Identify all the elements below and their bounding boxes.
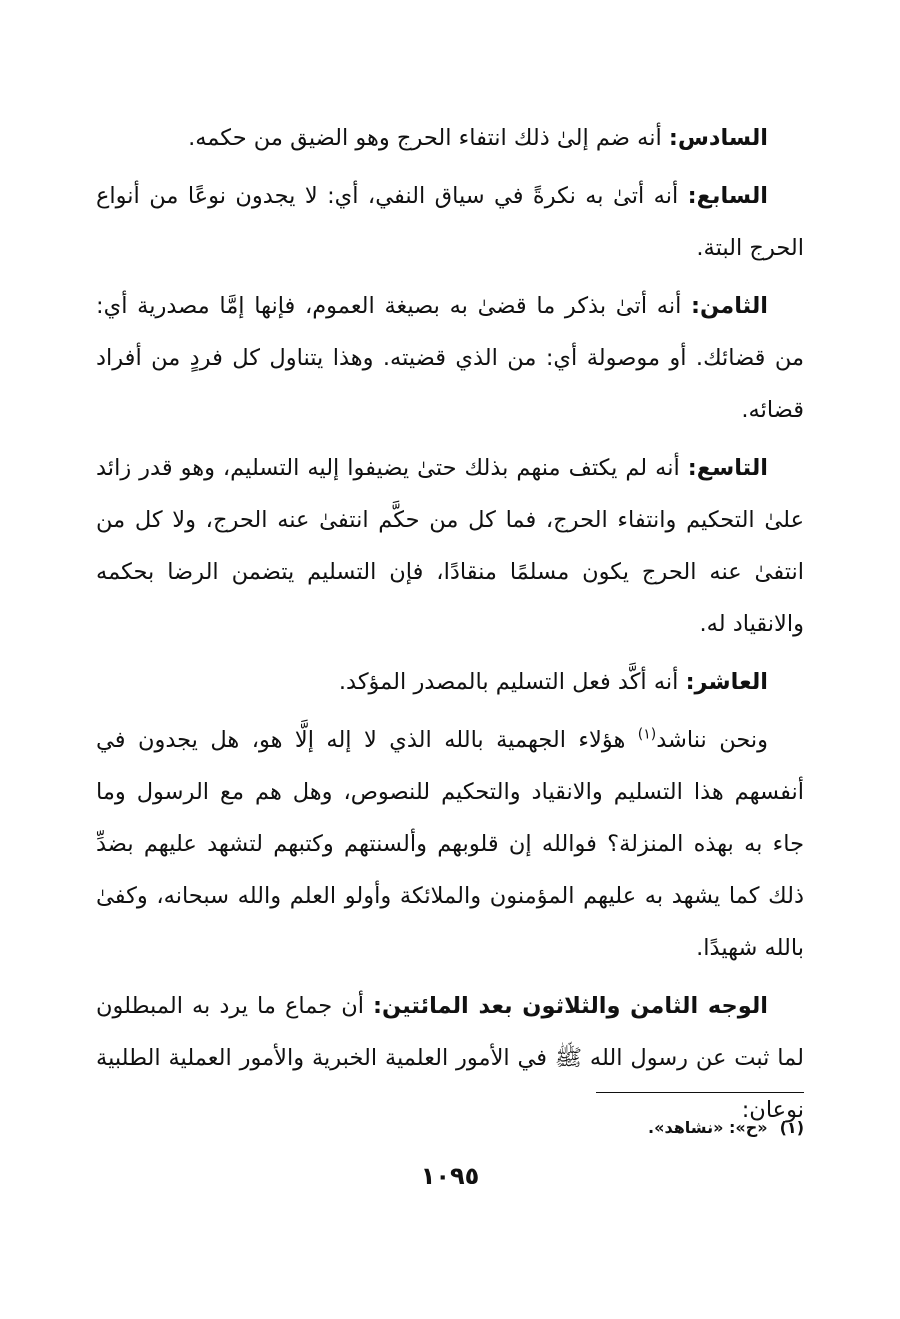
paragraph-text: أنه أتىٰ به نكرةً في سياق النفي، أي: لا يجدون نوعًا من أنواع الحرج البتة.: [96, 183, 804, 261]
paragraph-lead: السادس:: [668, 125, 768, 151]
paragraph-lead: العاشر:: [685, 669, 768, 695]
oath-text-rest: هؤلاء الجهمية بالله الذي لا إله إلَّا هو، هل يجدون في أنفسهم هذا التسليم والانقياد والتحكيم للنصوص، وهل هم مع الرسول وما جاء به بهذه المنزلة؟ فوالله إن قلوبهم وألسنتهم وكتبهم لتشهد عليهم بضدِّ ذلك كما يشهد به عليهم المؤمنون والملائكة وأولو العلم والله سبحانه، وكفىٰ بالله شهيدًا.: [96, 727, 804, 961]
section-heading-paragraph: [96, 980, 804, 1136]
paragraph-lead: السابع:: [687, 183, 768, 209]
oath-text-start: ونحن نناشد: [656, 727, 768, 753]
paragraph-text: أنه ضم إلىٰ ذلك انتفاء الحرج وهو الضيق من حكمه.: [188, 125, 669, 151]
paragraph-ninth: [96, 442, 804, 650]
section-lead: الوجه الثامن والثلاثون بعد المائتين:: [373, 993, 768, 1019]
footnote-reference[interactable]: (١): [637, 726, 657, 743]
footnote: [96, 1118, 804, 1137]
paragraph-sixth: [96, 112, 804, 164]
paragraph-text: أنه أكَّد فعل التسليم بالمصدر المؤكد.: [338, 669, 686, 695]
page-body: [96, 112, 804, 1142]
paragraph-tenth: [96, 656, 804, 708]
footnote-divider: [596, 1092, 804, 1093]
paragraph-seventh: [96, 170, 804, 274]
paragraph-lead: التاسع:: [687, 455, 768, 481]
paragraph-text: أنه لم يكتف منهم بذلك حتىٰ يضيفوا إليه التسليم، وهو قدر زائد علىٰ التحكيم وانتفاء الحرج، فما كل من حكَّم انتفىٰ عنه الحرج، ولا كل من انتفىٰ عنه الحرج يكون مسلمًا منقادًا، فإن التسليم يتضمن الرضا بحكمه والانقياد له.: [96, 455, 804, 637]
paragraph-text: أنه أتىٰ بذكر ما قضىٰ به بصيغة العموم، فإنها إمَّا مصدرية أي: من قضائك. أو موصولة أي: من الذي قضيته. وهذا يتناول كل فردٍ من أفراد قضائه.: [96, 293, 804, 423]
paragraph-lead: الثامن:: [691, 293, 768, 319]
section-text: أن جماع ما يرد به المبطلون لما ثبت عن رسول الله ﷺ في الأمور العلمية الخبرية والأمور العملية الطلبية نوعان:: [96, 993, 804, 1123]
footnote-text: «ح»: «نشاهد».: [648, 1118, 768, 1137]
footnote-number: (١): [779, 1118, 804, 1137]
paragraph-eighth: [96, 280, 804, 436]
page-number: ١٠٩٥: [420, 1162, 480, 1190]
paragraph-oath: [96, 714, 804, 974]
